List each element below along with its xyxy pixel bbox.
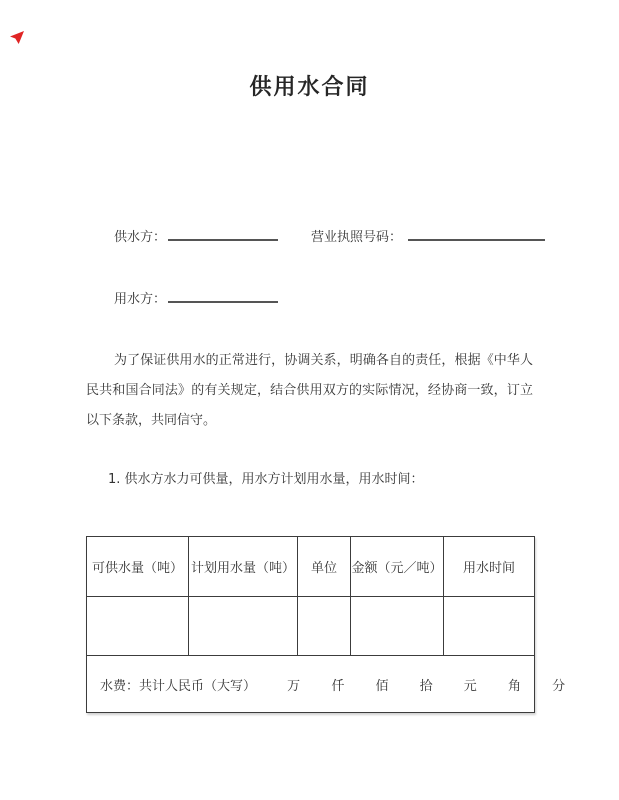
fee-unit-yuan: 元 [463,678,477,694]
user-label: 用水方： [114,292,167,307]
table-empty-row [87,597,535,656]
license-label: 营业执照号码： [311,230,403,245]
empty-cell-unit [298,597,351,656]
empty-cell-planned-water [189,597,298,656]
preamble-paragraph: 为了保证供用水的正常进行，协调关系，明确各自的责任，根据《中华人民共和国合同法》的有关规定，结合供用双方的实际情况，经协商一致，订立以下条款，共同信守。 [86,353,533,428]
fee-cell [87,656,566,713]
supplier-label: 供水方： [114,230,167,245]
water-supply-table [86,536,566,713]
fee-unit-qian: 仟 [331,678,345,694]
table-fee-row [87,656,535,713]
fee-unit-fen: 分 [552,678,566,694]
header-planned-water: 计划用水量（吨） [189,537,298,597]
supplier-line [114,226,545,246]
supplier-blank-field [168,226,278,241]
red-watermark-icon [10,31,24,44]
fee-unit-jiao: 角 [507,678,521,694]
empty-cell-available-water [87,597,189,656]
clause-1-heading: 1. 供水方水力可供量，用水方计划用水量，用水时间： [108,472,424,487]
fee-label: 水费：共计人民币（大写） [100,678,257,694]
fee-unit-shi: 拾 [419,678,433,694]
header-amount: 金额（元／吨） [351,537,444,597]
header-water-time: 用水时间 [444,537,535,597]
table-header-row [87,537,535,597]
user-blank-field [168,288,278,303]
license-blank-field [408,226,545,241]
user-line [114,288,278,308]
fee-unit-bai: 佰 [375,678,389,694]
fee-unit-wan: 万 [287,678,301,694]
empty-cell-amount [351,597,444,656]
header-available-water: 可供水量（吨） [87,537,189,597]
page-title: 供用水合同 [249,75,370,100]
empty-cell-water-time [444,597,535,656]
header-unit: 单位 [298,537,351,597]
